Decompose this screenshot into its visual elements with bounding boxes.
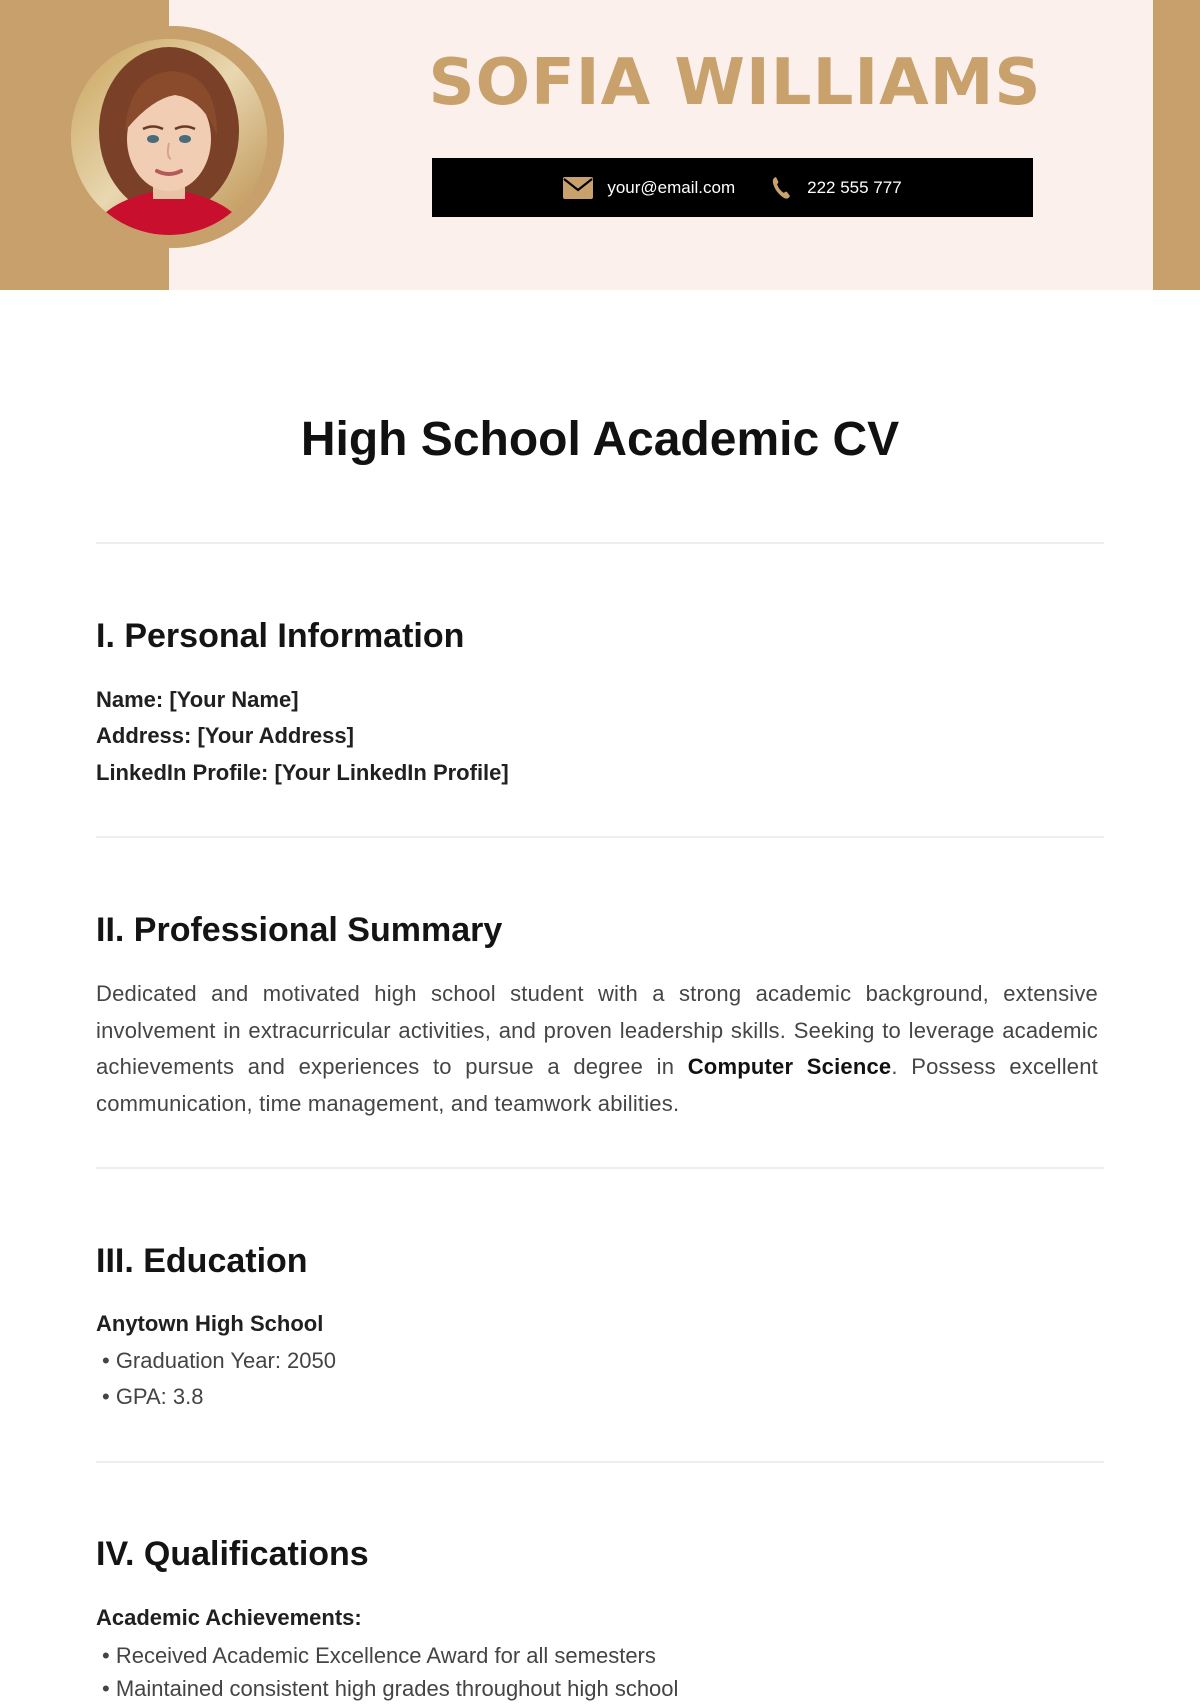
section-heading-personal-information: I. Personal Information xyxy=(96,617,465,655)
phone-icon xyxy=(771,176,793,200)
list-item: • Graduation Year: 2050 xyxy=(102,1348,336,1373)
school-name: Anytown High School xyxy=(96,1311,324,1336)
portrait-illustration xyxy=(71,39,267,235)
professional-summary-text xyxy=(96,976,1098,1122)
candidate-name: SOFIA WILLIAMS xyxy=(428,46,1042,120)
section-divider xyxy=(96,836,1104,838)
section-heading-education: III. Education xyxy=(96,1242,308,1280)
summary-degree-field: Computer Science xyxy=(687,1054,892,1079)
header-banner xyxy=(0,0,1200,290)
contact-phone[interactable]: 222 555 777 xyxy=(807,177,902,197)
qualifications-subheading: Academic Achievements: xyxy=(96,1605,362,1630)
accent-bar-right xyxy=(1153,0,1200,290)
personal-name-line: Name: [Your Name] xyxy=(96,687,299,712)
summary-text-start: Dedicated and motivated high school student with a strong academic background, extensive involvement in extracurricular activities, and proven leadership skills. Seeking to leverage academic achievements and experiences to pursue a degree in xyxy=(96,981,1098,1079)
document-title: High School Academic CV xyxy=(300,413,900,466)
personal-linkedin-line: LinkedIn Profile: [Your LinkedIn Profile] xyxy=(96,760,509,785)
list-item: • Received Academic Excellence Award for all semesters xyxy=(102,1643,656,1668)
section-divider xyxy=(96,542,1104,544)
section-divider xyxy=(96,1167,1104,1169)
list-item: • Maintained consistent high grades throughout high school xyxy=(102,1676,679,1701)
profile-photo-frame xyxy=(62,26,284,248)
summary-text-end: . Possess excellent communication, time management, and teamwork abilities. xyxy=(96,1054,1098,1116)
envelope-icon xyxy=(563,177,593,199)
list-item: • GPA: 3.8 xyxy=(102,1384,204,1409)
section-heading-qualifications: IV. Qualifications xyxy=(96,1535,369,1573)
personal-address-line: Address: [Your Address] xyxy=(96,723,354,748)
contact-email[interactable]: your@email.com xyxy=(607,177,736,197)
section-heading-professional-summary: II. Professional Summary xyxy=(96,911,503,949)
profile-photo xyxy=(71,39,267,235)
contact-bar xyxy=(432,158,1033,217)
section-divider xyxy=(96,1461,1104,1463)
